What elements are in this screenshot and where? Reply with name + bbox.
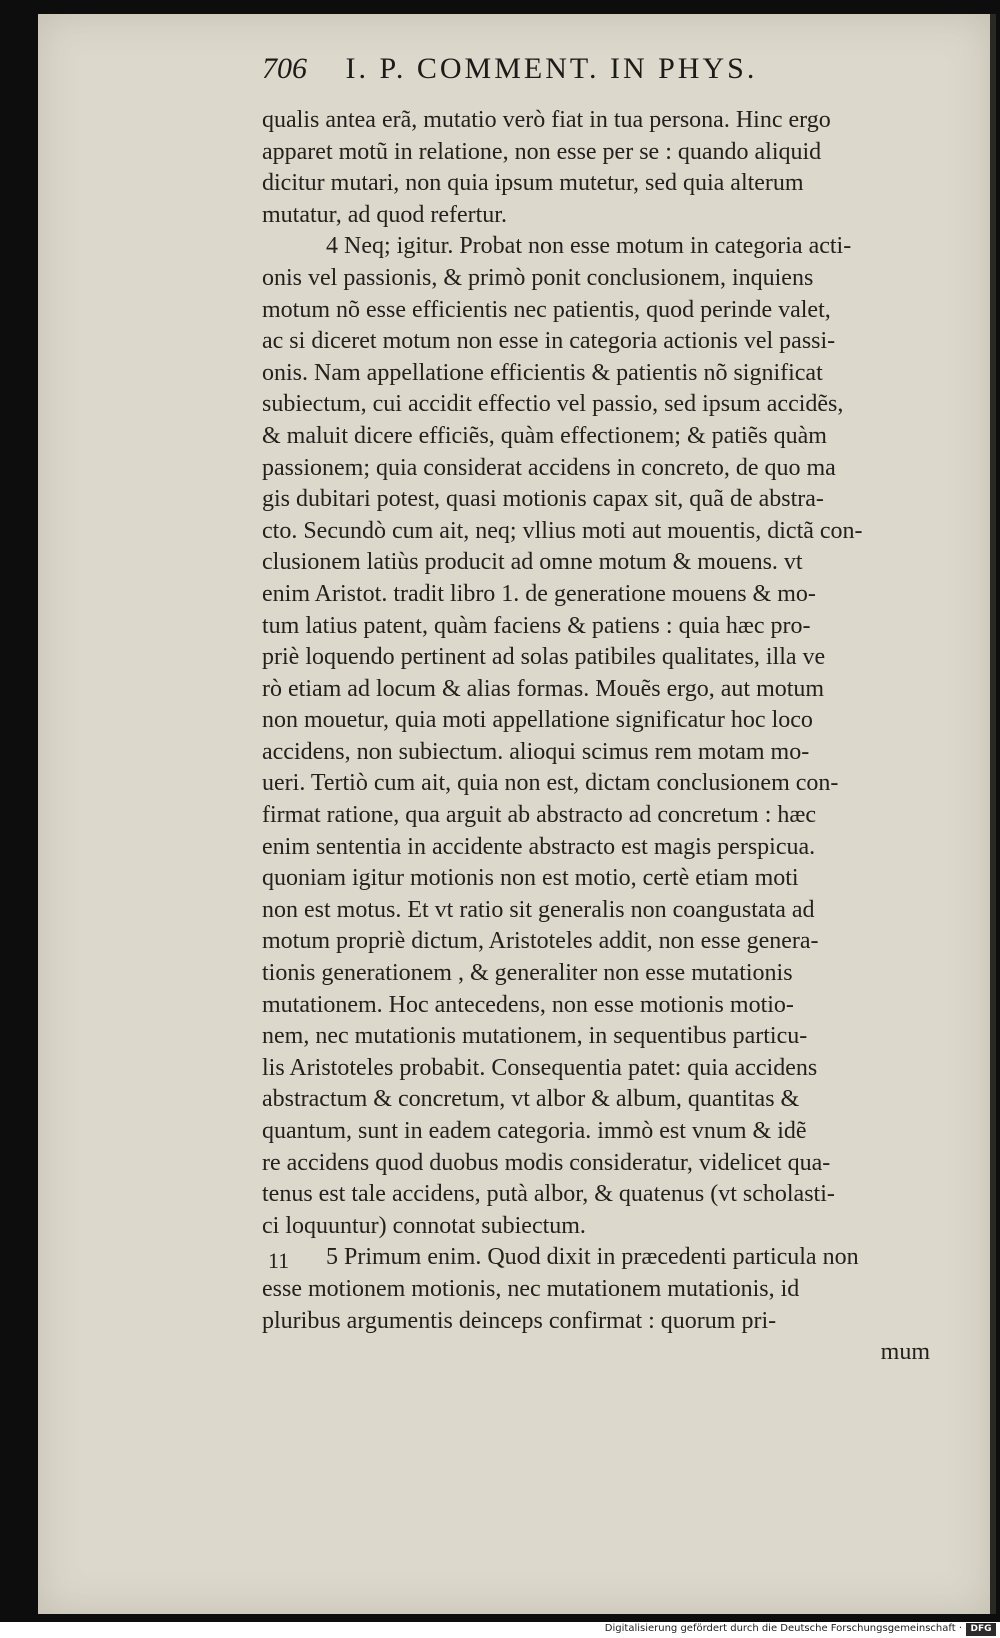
- text-line: qualis antea erã, mutatio verò fiat in tua persona. Hinc ergo: [262, 107, 831, 133]
- catchword: mum: [880, 1339, 930, 1366]
- running-header: [262, 52, 922, 86]
- text-line: subiectum, cui accidit effectio vel passio, sed ipsum accidẽs,: [262, 391, 844, 418]
- text-line: quantum, sunt in eadem categoria. immò est vnum & idẽ: [262, 1118, 807, 1144]
- footer-bar: [0, 1622, 1000, 1638]
- text-line: re accidens quod duobus modis consideratur, videlicet qua-: [262, 1149, 831, 1176]
- text-line: esse motionem motionis, nec mutationem mutationis, id: [262, 1275, 800, 1302]
- text-line: onis vel passionis, & primò ponit conclusionem, inquiens: [262, 264, 814, 291]
- text-line: & maluit dicere efficiẽs, quàm effectionem; & patiẽs quàm: [262, 422, 827, 449]
- text-line: mutatur, ad quod refertur.: [262, 201, 507, 228]
- text-line: dicitur mutari, non quia ipsum mutetur, sed quia alterum: [262, 170, 804, 197]
- text-line: 5 Primum enim. Quod dixit in præcedenti particula non: [326, 1244, 859, 1271]
- text-line: ci loquuntur) connotat subiectum.: [262, 1212, 586, 1239]
- text-line: non mouetur, quia moti appellatione significatur hoc loco: [262, 707, 813, 734]
- text-line: onis. Nam appellatione efficientis & patientis nõ significat: [262, 359, 823, 386]
- text-line: cto. Secundò cum ait, neq; vllius moti aut mouentis, dictã con-: [262, 517, 863, 544]
- text-line: apparet motũ in relatione, non esse per se : quando aliquid: [262, 138, 822, 165]
- text-line: mutationem. Hoc antecedens, non esse motionis motio-: [262, 991, 794, 1018]
- text-line: gis dubitari potest, quasi motionis capax sit, quã de abstra-: [262, 486, 824, 513]
- text-line: accidens, non subiectum. alioqui scimus rem motam mo-: [262, 738, 810, 765]
- text-line: motum nõ esse efficientis nec patientis, quod perinde valet,: [262, 296, 831, 323]
- page-edge: [990, 14, 996, 1614]
- text-line: tionis generationem , & generaliter non esse mutationis: [262, 960, 793, 987]
- text-line: ueri. Tertiò cum ait, quia non est, dictam conclusionem con-: [262, 770, 839, 797]
- text-line: nem, nec mutationis mutationem, in sequentibus particu-: [262, 1023, 808, 1050]
- text-block: [262, 105, 930, 1369]
- text-line: passionem; quia considerat accidens in concreto, de quo ma: [262, 454, 836, 481]
- running-title: I. P. COMMENT. IN PHYS.: [345, 52, 758, 85]
- text-line: quoniam igitur motionis non est motio, certè etiam moti: [262, 865, 799, 892]
- text-line: ac si diceret motum non esse in categoria actionis vel passi-: [262, 328, 836, 355]
- dfg-logo: DFG: [966, 1623, 996, 1636]
- text-line: enim Aristot. tradit libro 1. de generatione mouens & mo-: [262, 580, 816, 607]
- text-line: enim sententia in accidente abstracto est magis perspicua.: [262, 833, 816, 860]
- text-line: abstractum & concretum, vt albor & album, quantitas &: [262, 1086, 800, 1113]
- margin-number: 11: [268, 1248, 290, 1273]
- footer-credit: Digitalisierung gefördert durch die Deutsche Forschungsgemeinschaft ·: [604, 1623, 962, 1634]
- text-line: clusionem latiùs producit ad omne motum & mouens. vt: [262, 549, 803, 576]
- text-line: rò etiam ad locum & alias formas. Mouẽs ergo, aut motum: [262, 675, 825, 702]
- text-line: lis Aristoteles probabit. Consequentia patet: quia accidens: [262, 1054, 818, 1081]
- text-line: 4 Neq; igitur. Probat non esse motum in categoria acti-: [326, 233, 852, 260]
- text-line: tenus est tale accidens, putà albor, & quatenus (vt scholasti-: [262, 1181, 835, 1208]
- text-line: pluribus argumentis deinceps confirmat : quorum pri-: [262, 1307, 777, 1334]
- page-number: 706: [262, 52, 307, 85]
- text-line: firmat ratione, qua arguit ab abstracto ad concretum : hæc: [262, 802, 817, 829]
- text-line: non est motus. Et vt ratio sit generalis non coangustata ad: [262, 896, 815, 923]
- text-line: tum latius patent, quàm faciens & patiens : quia hæc pro-: [262, 612, 811, 639]
- text-line: priè loquendo pertinent ad solas patibiles qualitates, illa ve: [262, 644, 826, 671]
- text-line: motum propriè dictum, Aristoteles addit, non esse genera-: [262, 928, 819, 955]
